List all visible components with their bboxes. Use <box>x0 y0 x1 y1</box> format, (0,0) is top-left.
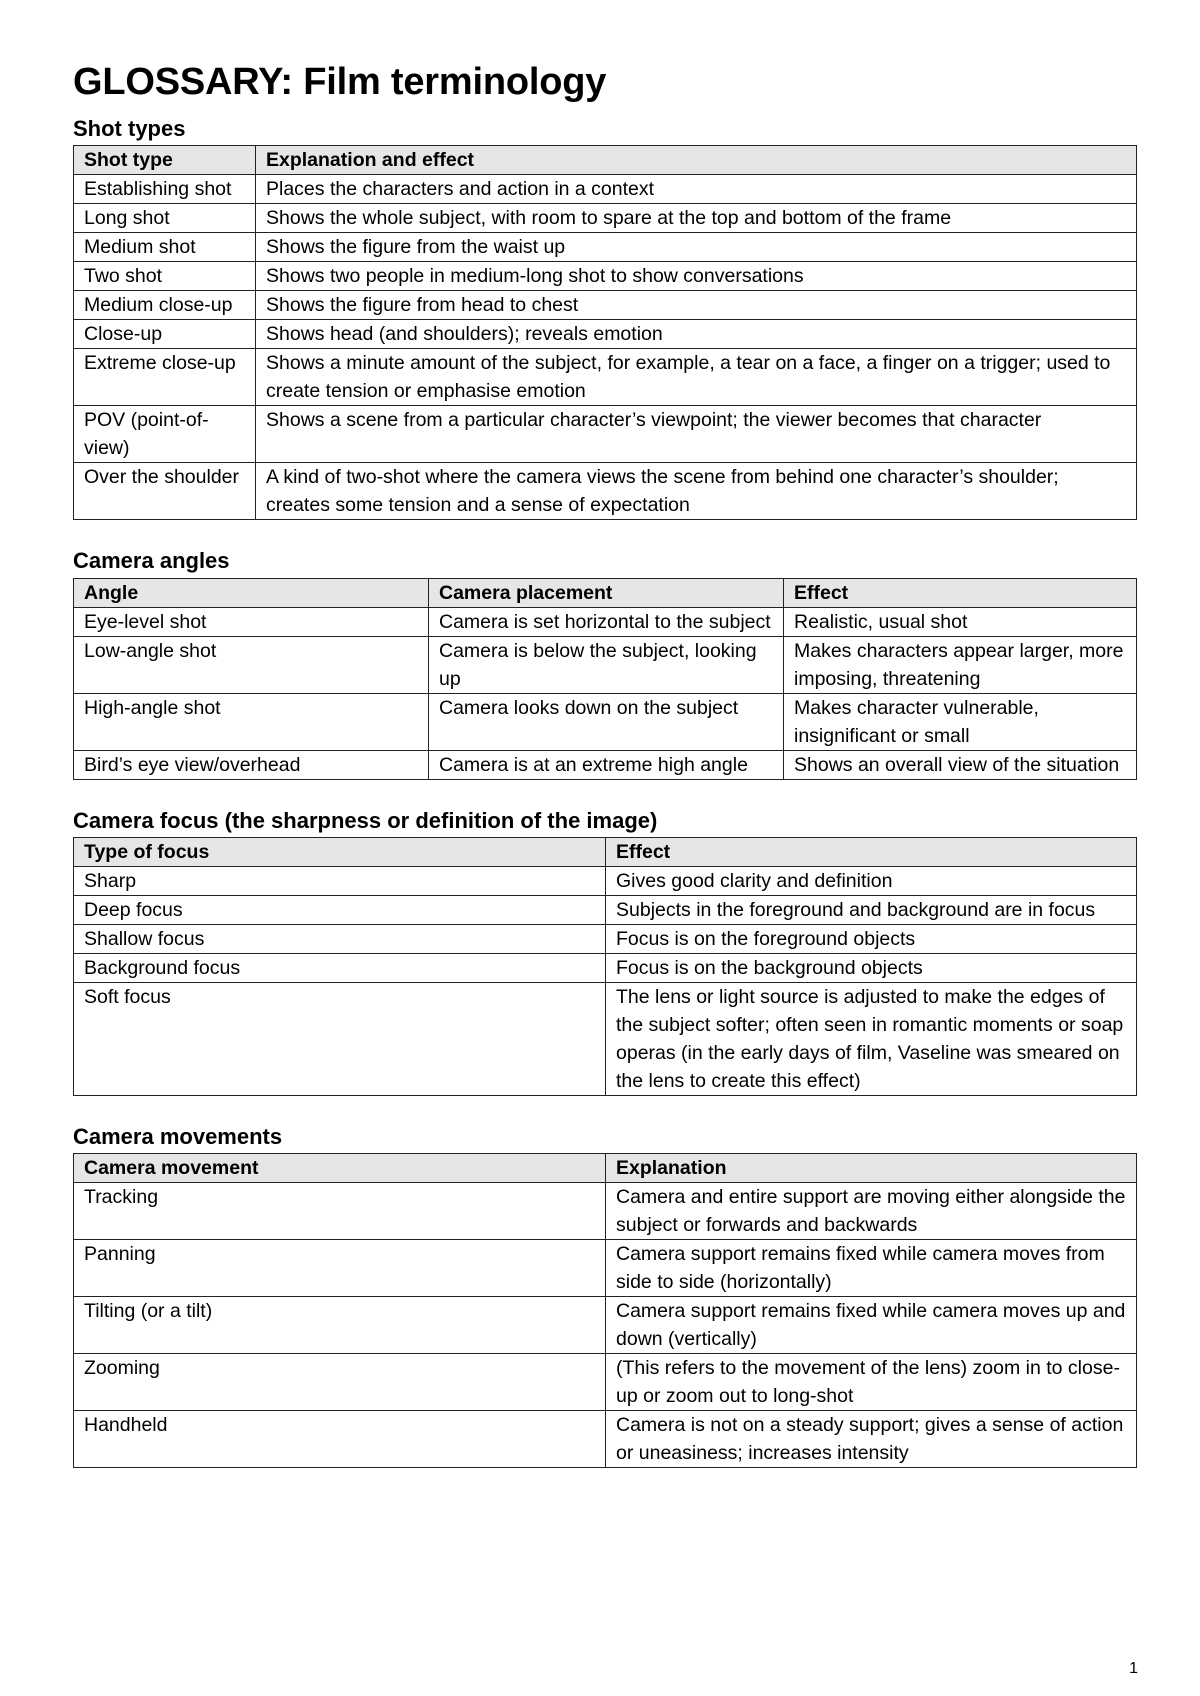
column-header: Explanation and effect <box>256 146 1137 175</box>
description-cell: Shows the figure from head to chest <box>256 291 1137 320</box>
term-cell: Long shot <box>74 204 256 233</box>
camera-focus-table <box>73 837 1137 1096</box>
table-row <box>74 233 1137 262</box>
description-cell: The lens or light source is adjusted to make the edges of the subject softer; often seen in romantic moments or soap operas (in the early days of film, Vaseline was smeared on the lens to create this effect) <box>606 982 1137 1095</box>
description-cell: Camera is not on a steady support; gives a sense of action or uneasiness; increases intensity <box>606 1411 1137 1468</box>
term-cell: Soft focus <box>74 982 606 1095</box>
column-header: Camera placement <box>429 578 784 607</box>
term-cell: Background focus <box>74 953 606 982</box>
page-title: GLOSSARY: Film terminology <box>73 61 607 103</box>
table-row <box>74 924 1137 953</box>
description-cell: Gives good clarity and definition <box>606 866 1137 895</box>
description-cell: Camera and entire support are moving either alongside the subject or forwards and backwards <box>606 1183 1137 1240</box>
description-cell: Shows a minute amount of the subject, for example, a tear on a face, a finger on a trigger; used to create tension or emphasise emotion <box>256 349 1137 406</box>
table-row <box>74 463 1137 520</box>
column-header: Explanation <box>606 1154 1137 1183</box>
table-row <box>74 750 1137 779</box>
column-header: Camera movement <box>74 1154 606 1183</box>
term-cell: Bird’s eye view/overhead <box>74 750 429 779</box>
description-cell: Shows the figure from the waist up <box>256 233 1137 262</box>
section-heading-camera-angles: Camera angles <box>73 548 230 574</box>
description-cell: A kind of two-shot where the camera views the scene from behind one character’s shoulder; creates some tension and a sense of expectation <box>256 463 1137 520</box>
table-header-row <box>74 578 1137 607</box>
table-row <box>74 291 1137 320</box>
section-heading-camera-focus: Camera focus (the sharpness or definition of the image) <box>73 807 658 833</box>
table-row <box>74 204 1137 233</box>
description-cell: Focus is on the foreground objects <box>606 924 1137 953</box>
table-row <box>74 349 1137 406</box>
table-row <box>74 1297 1137 1354</box>
column-header: Effect <box>606 837 1137 866</box>
table-header-row <box>74 1154 1137 1183</box>
description-cell: Realistic, usual shot <box>784 607 1137 636</box>
column-header: Shot type <box>74 146 256 175</box>
term-cell: POV (point-of-view) <box>74 406 256 463</box>
column-header: Effect <box>784 578 1137 607</box>
term-cell: Over the shoulder <box>74 463 256 520</box>
document-page <box>73 62 1137 1468</box>
term-cell: Medium shot <box>74 233 256 262</box>
table-header-row <box>74 837 1137 866</box>
description-cell: Camera is below the subject, looking up <box>429 636 784 693</box>
table-row <box>74 1354 1137 1411</box>
camera-angles-table <box>73 578 1137 780</box>
column-header: Angle <box>74 578 429 607</box>
description-cell: Camera support remains fixed while camera moves from side to side (horizontally) <box>606 1240 1137 1297</box>
description-cell: Camera support remains fixed while camera moves up and down (vertically) <box>606 1297 1137 1354</box>
description-cell: Subjects in the foreground and background are in focus <box>606 895 1137 924</box>
description-cell: Shows the whole subject, with room to spare at the top and bottom of the frame <box>256 204 1137 233</box>
description-cell: Shows head (and shoulders); reveals emotion <box>256 320 1137 349</box>
table-row <box>74 406 1137 463</box>
table-row <box>74 693 1137 750</box>
description-cell: Shows a scene from a particular character’s viewpoint; the viewer becomes that character <box>256 406 1137 463</box>
description-cell: Makes characters appear larger, more imposing, threatening <box>784 636 1137 693</box>
table-header-row <box>74 146 1137 175</box>
term-cell: Establishing shot <box>74 175 256 204</box>
table-row <box>74 175 1137 204</box>
description-cell: Places the characters and action in a context <box>256 175 1137 204</box>
table-row <box>74 320 1137 349</box>
table-row <box>74 866 1137 895</box>
term-cell: Eye-level shot <box>74 607 429 636</box>
table-row <box>74 953 1137 982</box>
description-cell: Camera is at an extreme high angle <box>429 750 784 779</box>
term-cell: Handheld <box>74 1411 606 1468</box>
page-number: 1 <box>1129 1660 1138 1677</box>
section-heading-shot-types: Shot types <box>73 115 186 141</box>
description-cell: Camera looks down on the subject <box>429 693 784 750</box>
term-cell: Medium close-up <box>74 291 256 320</box>
shot-types-table <box>73 145 1137 520</box>
description-cell: Focus is on the background objects <box>606 953 1137 982</box>
description-cell: Camera is set horizontal to the subject <box>429 607 784 636</box>
description-cell: Shows two people in medium-long shot to show conversations <box>256 262 1137 291</box>
table-row <box>74 607 1137 636</box>
term-cell: High-angle shot <box>74 693 429 750</box>
column-header: Type of focus <box>74 837 606 866</box>
description-cell: Shows an overall view of the situation <box>784 750 1137 779</box>
camera-movements-table <box>73 1153 1137 1468</box>
term-cell: Shallow focus <box>74 924 606 953</box>
term-cell: Extreme close-up <box>74 349 256 406</box>
table-row <box>74 636 1137 693</box>
term-cell: Panning <box>74 1240 606 1297</box>
term-cell: Low-angle shot <box>74 636 429 693</box>
term-cell: Deep focus <box>74 895 606 924</box>
table-row <box>74 982 1137 1095</box>
term-cell: Sharp <box>74 866 606 895</box>
table-row <box>74 262 1137 291</box>
table-row <box>74 1183 1137 1240</box>
table-row <box>74 1240 1137 1297</box>
term-cell: Tilting (or a tilt) <box>74 1297 606 1354</box>
term-cell: Close-up <box>74 320 256 349</box>
term-cell: Tracking <box>74 1183 606 1240</box>
description-cell: Makes character vulnerable, insignificant or small <box>784 693 1137 750</box>
table-row <box>74 1411 1137 1468</box>
term-cell: Two shot <box>74 262 256 291</box>
term-cell: Zooming <box>74 1354 606 1411</box>
section-heading-camera-movements: Camera movements <box>73 1123 283 1149</box>
description-cell: (This refers to the movement of the lens) zoom in to close-up or zoom out to long-shot <box>606 1354 1137 1411</box>
table-row <box>74 895 1137 924</box>
